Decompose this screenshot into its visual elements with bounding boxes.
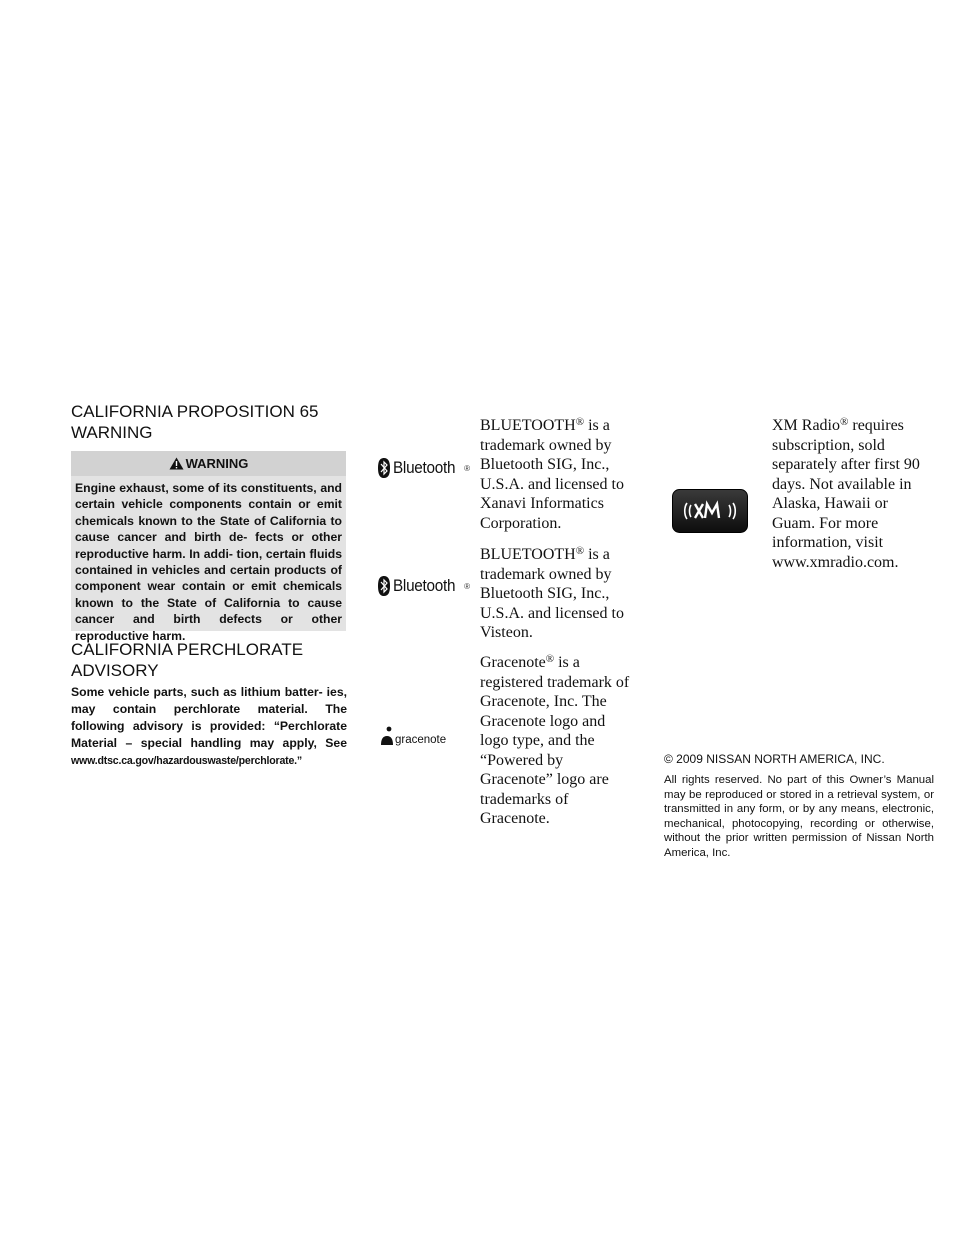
- xm-line6: Guam. For more: [772, 514, 879, 532]
- prop65-heading-line1: CALIFORNIA PROPOSITION 65: [71, 402, 319, 421]
- gn-rest: is a: [554, 654, 580, 671]
- xm-rest: requires: [848, 417, 904, 434]
- bt2-line3: Bluetooth SIG, Inc.,: [480, 585, 610, 602]
- perchlorate-text: [71, 684, 347, 770]
- bt2-line5: Visteon.: [480, 624, 533, 641]
- bt2-reg: ®: [575, 545, 585, 557]
- warning-text: Engine exhaust, some of its constituents, and certain vehicle components contain or emit chemicals known to the State of California to cause cancer and birth de- fects or other reproductive harm. In addi- tion, certain fluids contained in vehicles and certain products of component wear contain or emit chemicals known to the State of California to cause cancer and birth defects or other reproductive harm.: [75, 481, 342, 643]
- gracenote-text: [480, 650, 650, 829]
- bt1-line2: trademark owned by: [480, 436, 612, 454]
- gn-line8: trademarks of: [480, 790, 569, 808]
- perchlorate-url: www.dtsc.ca.gov/hazardouswaste/perchlorate.”: [71, 755, 303, 767]
- bluetooth-logo-text: Bluetooth: [393, 458, 456, 477]
- bluetooth-logo-2: [378, 576, 470, 596]
- xm-radio-text: [772, 413, 942, 572]
- gn-line9: Gracenote.: [480, 810, 550, 827]
- bluetooth-icon: [378, 458, 390, 478]
- bt1-line5: Xanavi Informatics: [480, 495, 604, 512]
- bt2-rest: is a: [584, 546, 610, 563]
- xm-line4: days. Not available in: [772, 475, 912, 493]
- xm-line2: subscription, sold: [772, 436, 885, 454]
- perchlorate-heading: [71, 639, 303, 681]
- xm-line7: information, visit: [772, 534, 884, 551]
- xm-radio-icon: [672, 489, 748, 533]
- bt2-line2: trademark owned by: [480, 565, 612, 583]
- bluetooth-icon: [378, 576, 390, 596]
- bluetooth-logo-reg: ®: [464, 463, 471, 473]
- bt2-line4: U.S.A. and licensed to: [480, 604, 624, 622]
- xm-name: XM Radio: [772, 417, 840, 434]
- copyright-text: All rights reserved. No part of this Owner’s Manual may be reproduced or stored in a retrieval system, or transmitted in any form, or by any means, electronic, mechanical, photocopying, recording or otherwise, without the prior written permission of Nissan North America, Inc.: [664, 774, 934, 859]
- gn-line4: Gracenote logo and: [480, 712, 606, 730]
- bluetooth-logo-reg: ®: [464, 581, 471, 591]
- bt1-line3: Bluetooth SIG, Inc.,: [480, 456, 610, 473]
- gn-reg: ®: [545, 653, 555, 665]
- bt2-name: BLUETOOTH: [480, 546, 576, 563]
- prop65-heading: [71, 401, 319, 443]
- prop65-heading-line2: WARNING: [71, 423, 153, 442]
- xm-line8: www.xmradio.com.: [772, 553, 899, 571]
- warning-icon: [169, 457, 184, 473]
- perchlorate-heading-line2: ADVISORY: [71, 661, 159, 680]
- perchlorate-heading-line1: CALIFORNIA PERCHLORATE: [71, 640, 304, 659]
- bt1-name: BLUETOOTH: [480, 417, 576, 434]
- gn-line3: Gracenote, Inc. The: [480, 693, 607, 710]
- copyright-heading: © 2009 NISSAN NORTH AMERICA, INC.: [664, 752, 885, 766]
- bt1-rest: is a: [584, 417, 610, 434]
- xm-reg: ®: [840, 416, 849, 428]
- warning-title: [71, 456, 346, 473]
- gn-line6: “Powered by: [480, 751, 564, 769]
- xm-line3: separately after first 90: [772, 456, 920, 473]
- warning-header: [71, 451, 346, 476]
- warning-title-text: WARNING: [185, 456, 249, 471]
- gracenote-logo-text: gracenote: [395, 734, 447, 746]
- gn-line7: Gracenote” logo are: [480, 771, 609, 788]
- gn-line5: logo type, and the: [480, 732, 595, 749]
- gn-name: Gracenote: [480, 654, 546, 671]
- bt1-reg: ®: [575, 416, 585, 428]
- bluetooth-logo-1: [378, 458, 470, 478]
- bt1-line6: Corporation.: [480, 514, 562, 532]
- bluetooth-visteon-text: [480, 542, 650, 643]
- bluetooth-xanavi-text: [480, 413, 650, 533]
- bluetooth-logo-text: Bluetooth: [393, 576, 456, 595]
- gn-line2: registered trademark of: [480, 673, 630, 691]
- xm-radio-logo: [672, 489, 748, 533]
- perchlorate-body: Some vehicle parts, such as lithium batter- ies, may contain perchlorate material. The following advisory is provided: “Perchlorate Material – special handling may apply, See: [71, 685, 347, 750]
- xm-line5: Alaska, Hawaii or: [772, 495, 888, 512]
- bt1-line4: U.S.A. and licensed to: [480, 475, 624, 493]
- gracenote-logo: [380, 726, 446, 746]
- gracenote-icon: [380, 726, 394, 746]
